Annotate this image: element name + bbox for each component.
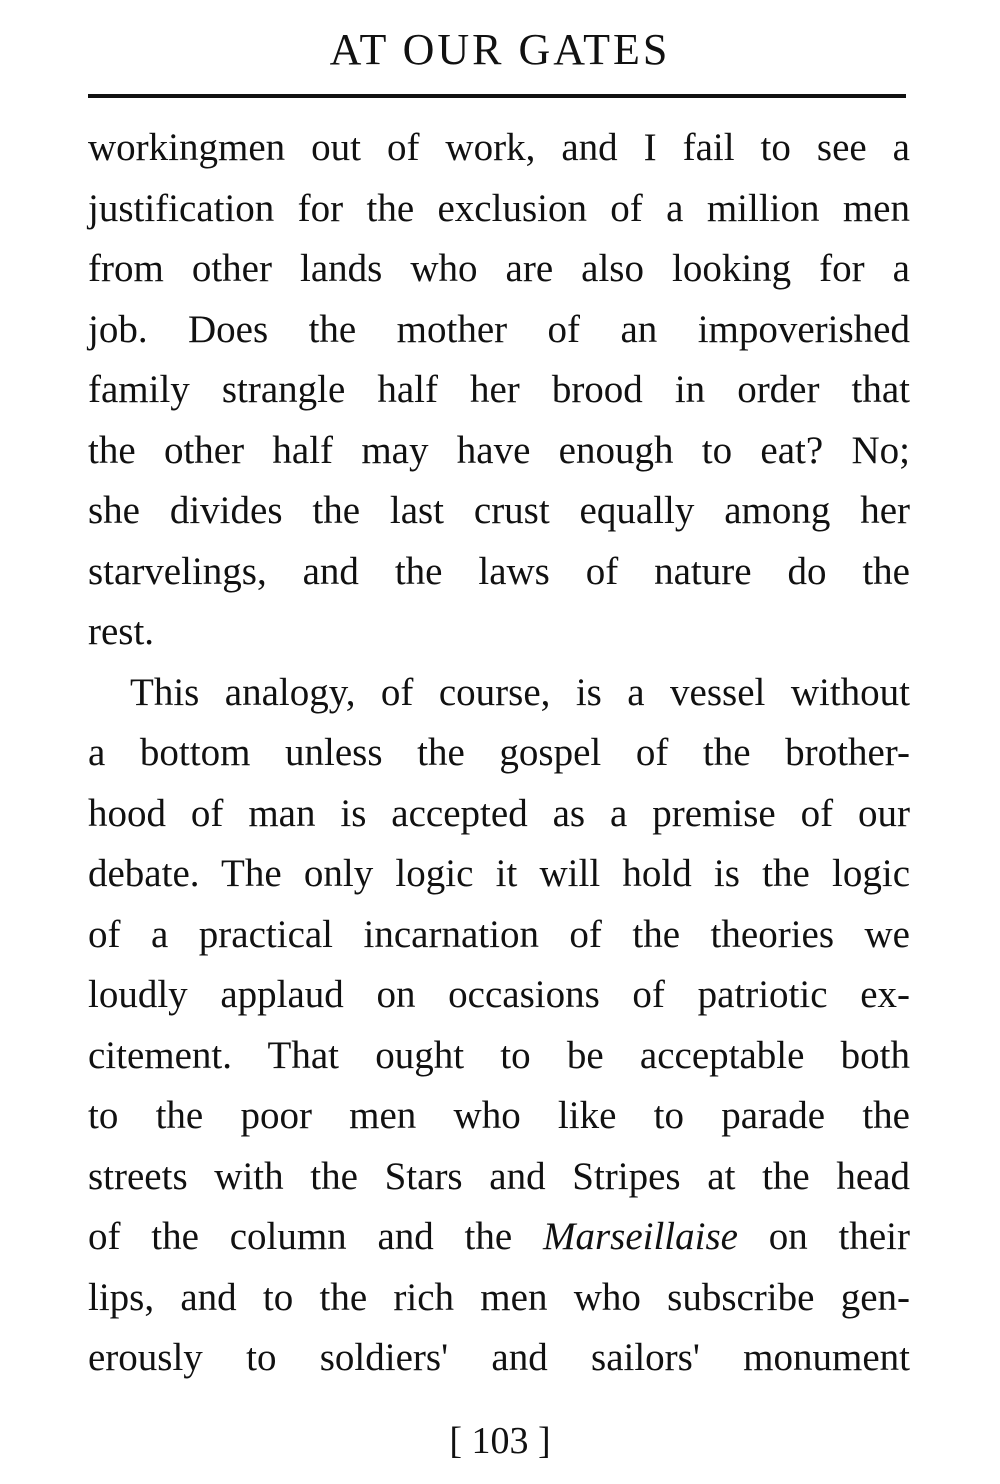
text-line: debate. The only logic it will hold is the logic <box>88 852 910 895</box>
text-line: loudly applaud on occasions of patriotic ex- <box>88 973 910 1016</box>
text-line: a bottom unless the gospel of the brother- <box>88 731 910 774</box>
text-line: she divides the last crust equally among her <box>88 489 910 532</box>
text-line: job. Does the mother of an impoverished <box>88 307 910 351</box>
text-line: erously to soldiers' and sailors' monument <box>88 1336 910 1379</box>
header-rule <box>88 94 906 98</box>
page-number: [ 103 ] <box>449 1420 551 1462</box>
text-line: streets with the Stars and Stripes at the head <box>88 1154 910 1198</box>
text-line: citement. That ought to be acceptable both <box>88 1033 910 1077</box>
text-line: lips, and to the rich men who subscribe gen- <box>88 1275 910 1319</box>
text-line: family strangle half her brood in order that <box>88 368 910 411</box>
text-line: starvelings, and the laws of nature do the <box>88 549 910 593</box>
text-line: from other lands who are also looking for a <box>88 247 910 290</box>
paragraph-first-line: This analogy, of course, is a vessel without <box>130 670 910 714</box>
text-segment: of the column and the <box>88 1215 513 1258</box>
running-head: AT OUR GATES <box>329 25 671 74</box>
text-line: justification for the exclusion of a million men <box>88 186 910 230</box>
text-line: the other half may have enough to eat? No; <box>88 428 910 472</box>
body-text <box>88 118 910 1389</box>
text-line: workingmen out of work, and I fail to see a <box>88 126 910 169</box>
text-line <box>88 1207 910 1268</box>
text-line: of a practical incarnation of the theories we <box>88 912 910 956</box>
text-segment: on their <box>768 1215 910 1258</box>
text-line: rest. <box>88 610 155 653</box>
text-line: to the poor men who like to parade the <box>88 1094 910 1137</box>
text-line: hood of man is accepted as a premise of our <box>88 791 910 835</box>
italic-title: Marseillaise <box>542 1215 738 1258</box>
